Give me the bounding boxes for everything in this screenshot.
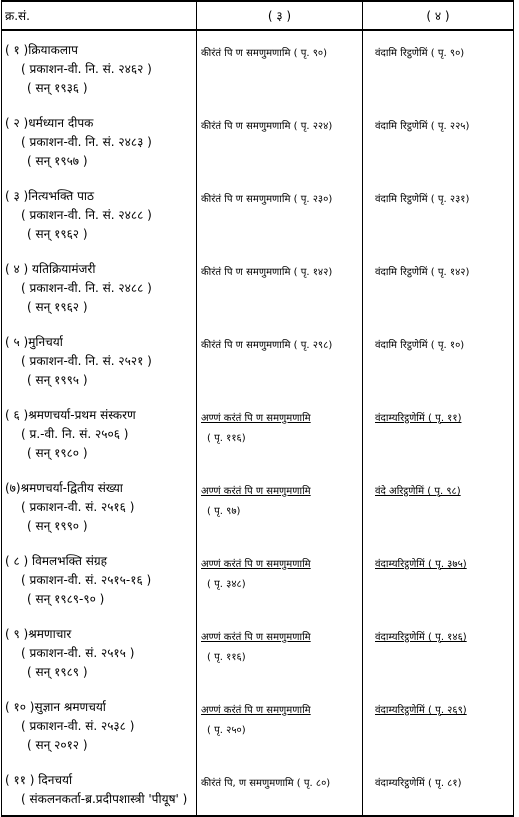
column-3-text: कीरंतं पि ण समणुमणामि ( पृ. २२४) xyxy=(201,121,333,132)
publication-year: ( सन् १९८० ) xyxy=(27,446,88,460)
column-4-text: वंदाम्यरिट्ठणेमिं ( पृ. २६९) xyxy=(375,705,467,716)
publication-info: ( प्रकाशन-वी. नि. सं. २४८८ ) xyxy=(21,208,152,222)
column-4-text: वंदे अरिट्ठणेमिं ( पृ. ९८) xyxy=(375,486,461,497)
column-4-cell xyxy=(363,104,514,177)
column-3-cell xyxy=(197,615,363,688)
book-cell xyxy=(2,323,197,396)
column-3-text: अण्णं करंतं पि ण समणुमणामि xyxy=(201,413,311,424)
publication-info: ( प्रकाशन-वी. नि. सं. २५२१ ) xyxy=(21,354,152,368)
column-3-text: अण्णं करंतं पि ण समणुमणामि xyxy=(201,705,311,716)
table-row xyxy=(2,469,514,542)
header-column-3: ( ३ ) xyxy=(197,1,363,30)
publication-year: ( सन् १९६२ ) xyxy=(27,300,88,314)
column-3-cell xyxy=(197,104,363,177)
column-3-page: ( पृ. ९७) xyxy=(207,506,241,517)
book-title: ( २ )धर्मध्यान दीपक xyxy=(5,116,94,130)
column-3-text: कीरंतं पि ण समणुमणामि ( पृ. ९०) xyxy=(201,48,328,59)
table-row xyxy=(2,250,514,323)
book-cell xyxy=(2,688,197,761)
column-4-cell xyxy=(363,323,514,396)
table-row xyxy=(2,542,514,615)
publication-info: ( प्रकाशन-वी. सं. २५१६ ) xyxy=(21,500,135,514)
publication-info: ( प्रकाशन-वी. नि. सं. २४८८ ) xyxy=(21,281,152,295)
book-cell xyxy=(2,30,197,104)
column-3-text: कीरंतं पि ण समणुमणामि ( पृ. १४२) xyxy=(201,267,333,278)
column-3-text: कीरंतं पि ण समणुमणामि ( पृ. २३०) xyxy=(201,194,333,205)
publication-info: ( प्रकाशन-वी. नि. सं. २४८३ ) xyxy=(21,135,152,149)
table-row xyxy=(2,396,514,469)
column-3-cell xyxy=(197,323,363,396)
column-4-text: वंदामि रिट्ठणेमिं ( पृ. २३१) xyxy=(375,194,470,205)
book-cell xyxy=(2,615,197,688)
column-4-text: वंदाम्यरिट्ठणेमिं ( पृ. ३७५) xyxy=(375,559,467,570)
book-title: ( ३ )नित्यभक्ति पाठ xyxy=(5,189,94,203)
publication-year: ( सन् १९८९-९० ) xyxy=(27,592,105,606)
column-4-text: वंदामि रिट्ठणेमिं ( पृ. १०) xyxy=(375,340,465,351)
column-3-text: अण्णं करंतं पि ण समणुमणामि xyxy=(201,486,311,497)
book-title: ( ११ ) दिनचर्या xyxy=(5,773,73,787)
book-cell xyxy=(2,250,197,323)
book-cell xyxy=(2,469,197,542)
column-3-cell xyxy=(197,542,363,615)
column-3-page: ( पृ. २५०) xyxy=(207,725,246,736)
header-column-4: ( ४ ) xyxy=(363,1,514,30)
column-4-text: वंदाम्यरिट्ठणेमिं ( पृ. ८१) xyxy=(375,778,462,789)
column-4-text: वंदाम्यरिट्ठणेमिं ( पृ. १४६) xyxy=(375,632,467,643)
column-3-text: कीरंतं पि ण समणुमणामि ( पृ. २९८) xyxy=(201,340,333,351)
publication-year: ( सन् २०१२ ) xyxy=(27,738,88,752)
column-4-text: वंदामि रिट्ठणेमिं ( पृ. १४२) xyxy=(375,267,470,278)
publication-year: ( सन् १९५७ ) xyxy=(27,154,88,168)
book-cell xyxy=(2,542,197,615)
book-cell xyxy=(2,396,197,469)
table-row xyxy=(2,177,514,250)
table-row xyxy=(2,688,514,761)
column-3-text: कीरंतं पि, ण समणुमणामि ( पृ. ८०) xyxy=(201,778,331,789)
header-serial-no: क्र.सं. xyxy=(2,1,197,30)
column-4-cell xyxy=(363,30,514,104)
column-4-cell xyxy=(363,688,514,761)
publication-year: ( सन् १९९५ ) xyxy=(27,373,88,387)
table-row xyxy=(2,104,514,177)
column-3-cell xyxy=(197,30,363,104)
book-title: (७)श्रमणचर्या-द्वितीय संख्या xyxy=(5,481,123,495)
column-3-cell xyxy=(197,177,363,250)
publication-info: ( प्रकाशन-वी. सं. २५१५ ) xyxy=(21,646,135,660)
column-3-cell xyxy=(197,688,363,761)
publication-info: ( प्र.-वी. नि. सं. २५०६ ) xyxy=(21,427,129,441)
book-title: ( ५ )मुनिचर्या xyxy=(5,335,63,349)
book-title: ( १० )सुज्ञान श्रमणचर्या xyxy=(5,700,106,714)
column-4-cell xyxy=(363,542,514,615)
table-row xyxy=(2,30,514,104)
book-title: ( १ )क्रियाकलाप xyxy=(5,43,78,57)
publication-year: ( सन् १९८९ ) xyxy=(27,665,88,679)
table-row xyxy=(2,615,514,688)
column-4-cell xyxy=(363,469,514,542)
column-4-cell xyxy=(363,177,514,250)
publication-year: ( सन् १९९० ) xyxy=(27,519,88,533)
publication-year: ( सन् १९६२ ) xyxy=(27,227,88,241)
column-4-text: वंदामि रिट्ठणेमिं ( पृ. ९०) xyxy=(375,48,465,59)
publication-info: ( प्रकाशन-वी. सं. २५३८ ) xyxy=(21,719,135,733)
column-3-cell xyxy=(197,469,363,542)
column-4-cell xyxy=(363,615,514,688)
column-3-text: अण्णं करंतं पि ण समणुमणामि xyxy=(201,632,311,643)
book-cell xyxy=(2,177,197,250)
column-3-page: ( पृ. ११६) xyxy=(207,652,246,663)
column-3-text: अण्णं करंतं पि ण समणुमणामि xyxy=(201,559,311,570)
table-row xyxy=(2,323,514,396)
book-title: ( ९ )श्रमणाचार xyxy=(5,627,72,641)
column-4-cell xyxy=(363,250,514,323)
column-3-cell xyxy=(197,250,363,323)
column-3-page: ( पृ. ११६) xyxy=(207,433,246,444)
book-title: ( ८ ) विमलभक्ति संग्रह xyxy=(5,554,108,568)
publication-info: ( प्रकाशन-वी. नि. सं. २४६२ ) xyxy=(21,62,152,76)
column-4-cell xyxy=(363,396,514,469)
publication-info: ( संकलनकर्ता-ब्र.प्रदीपशास्त्री 'पीयूष' ) xyxy=(21,792,188,806)
book-title: ( ४ ) यतिक्रियामंजरी xyxy=(5,262,96,276)
column-4-text: वंदाम्यरिट्ठणेमिं ( पृ. ११) xyxy=(375,413,462,424)
column-3-cell xyxy=(197,396,363,469)
header-row xyxy=(2,1,514,30)
book-cell xyxy=(2,104,197,177)
column-4-text: वंदामि रिट्ठणेमिं ( पृ. २२५) xyxy=(375,121,470,132)
book-title: ( ६ )श्रमणचर्या-प्रथम संस्करण xyxy=(5,408,136,422)
reference-table xyxy=(1,0,514,817)
column-3-page: ( पृ. ३४८) xyxy=(207,579,246,590)
publication-year: ( सन् १९३६ ) xyxy=(27,81,88,95)
publication-info: ( प्रकाशन-वी. सं. २५१५-१६ ) xyxy=(21,573,152,587)
